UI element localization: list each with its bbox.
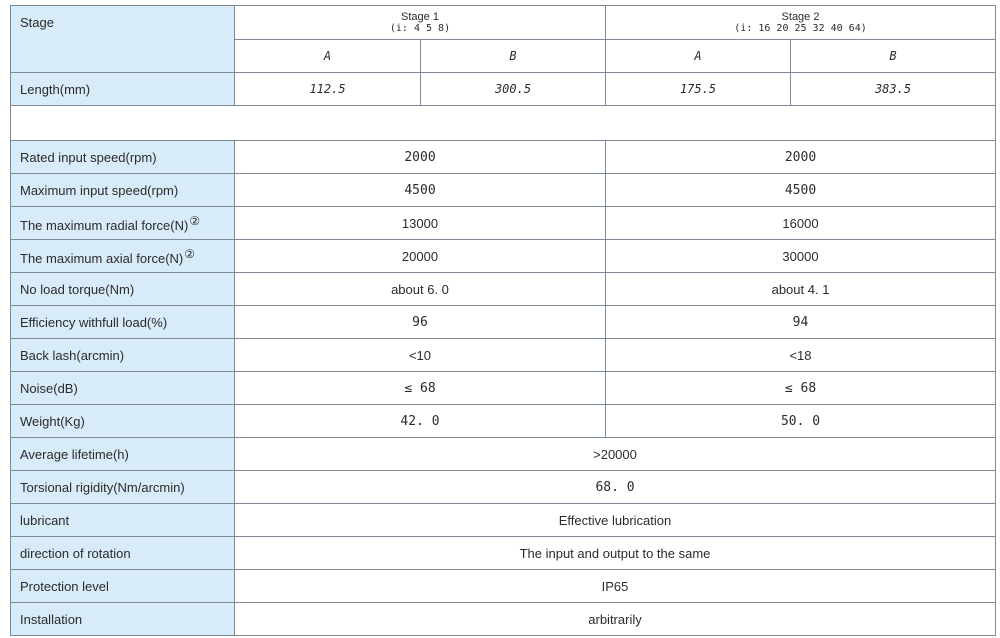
merged-value: The input and output to the same (235, 537, 996, 570)
stage2-title: Stage 2 (781, 10, 820, 23)
stage2-header-cell (606, 6, 996, 40)
stage1-value: 2000 (235, 141, 606, 174)
merged-row (11, 438, 996, 471)
stage1-value: about 6. 0 (235, 273, 606, 306)
spec-row (11, 207, 996, 240)
stage2-value: 30000 (606, 240, 996, 273)
merged-label: lubricant (11, 504, 235, 537)
spacer-cell (11, 106, 996, 141)
stage1-value: ≤ 68 (235, 372, 606, 405)
stage2-value: about 4. 1 (606, 273, 996, 306)
stage2-value: 50. 0 (606, 405, 996, 438)
stage2-value: 4500 (606, 174, 996, 207)
spec-row (11, 405, 996, 438)
length-row (11, 73, 996, 106)
spec-table (10, 5, 996, 636)
merged-rows (11, 438, 996, 636)
spec-row (11, 174, 996, 207)
spec-rows (11, 141, 996, 438)
stage-header-cell (11, 6, 235, 73)
subheader-cell: B (791, 40, 996, 73)
spec-row (11, 372, 996, 405)
footnote-marker: ② (184, 246, 196, 261)
spec-label: Maximum input speed(rpm) (20, 182, 179, 198)
spec-label: The maximum axial force(N) (20, 250, 184, 266)
stage2-value: 94 (606, 306, 996, 339)
spec-label: The maximum radial force(N) (20, 217, 189, 233)
spec-label-cell (11, 306, 235, 339)
merged-value: arbitrarily (235, 603, 996, 636)
spec-label: Noise(dB) (20, 380, 78, 396)
spec-label-cell (11, 372, 235, 405)
spec-row (11, 273, 996, 306)
stage1-title: Stage 1 (401, 10, 439, 23)
spec-label: Efficiency withfull load(%) (20, 314, 168, 330)
header-row (11, 6, 996, 40)
spec-label: No load torque(Nm) (20, 281, 135, 297)
length-label: Length(mm) (11, 73, 235, 106)
spec-label-cell (11, 174, 235, 207)
spec-label: Rated input speed(rpm) (20, 149, 157, 165)
spec-label-cell (11, 273, 235, 306)
spec-label-cell (11, 207, 235, 240)
subheader-cell: A (606, 40, 791, 73)
length-value: 175.5 (606, 73, 791, 106)
spec-label-cell (11, 240, 235, 273)
spec-label-cell (11, 141, 235, 174)
length-value: 300.5 (421, 73, 606, 106)
merged-value: Effective lubrication (235, 504, 996, 537)
spec-row (11, 339, 996, 372)
length-value: 383.5 (791, 73, 996, 106)
stage1-value: 4500 (235, 174, 606, 207)
stage2-ratios: (i: 16 20 25 32 40 64) (734, 22, 867, 34)
stage2-value: <18 (606, 339, 996, 372)
stage1-value: 20000 (235, 240, 606, 273)
stage1-ratios: (i: 4 5 8) (389, 22, 451, 34)
merged-row (11, 471, 996, 504)
stage2-value: ≤ 68 (606, 372, 996, 405)
subheader-cell: A (235, 40, 421, 73)
subheader-cell: B (421, 40, 606, 73)
stage1-value: 42. 0 (235, 405, 606, 438)
stage1-header-cell (235, 6, 606, 40)
merged-label: Average lifetime(h) (11, 438, 235, 471)
stage2-value: 2000 (606, 141, 996, 174)
merged-row (11, 603, 996, 636)
merged-value: 68. 0 (235, 471, 996, 504)
footnote-marker: ② (189, 213, 201, 228)
stage2-value: 16000 (606, 207, 996, 240)
spec-label-cell (11, 405, 235, 438)
merged-row (11, 570, 996, 603)
merged-label: Torsional rigidity(Nm/arcmin) (11, 471, 235, 504)
merged-label: direction of rotation (11, 537, 235, 570)
spec-row (11, 141, 996, 174)
spec-label: Back lash(arcmin) (20, 347, 125, 363)
spec-row (11, 240, 996, 273)
stage1-value: <10 (235, 339, 606, 372)
length-value: 112.5 (235, 73, 421, 106)
stage1-value: 13000 (235, 207, 606, 240)
spacer-row (11, 106, 996, 141)
merged-label: Installation (11, 603, 235, 636)
stage-label: Stage (20, 15, 54, 30)
stage1-value: 96 (235, 306, 606, 339)
spec-label-cell (11, 339, 235, 372)
merged-value: >20000 (235, 438, 996, 471)
merged-label: Protection level (11, 570, 235, 603)
merged-row (11, 537, 996, 570)
spec-label: Weight(Kg) (20, 413, 85, 429)
merged-row (11, 504, 996, 537)
spec-row (11, 306, 996, 339)
merged-value: IP65 (235, 570, 996, 603)
